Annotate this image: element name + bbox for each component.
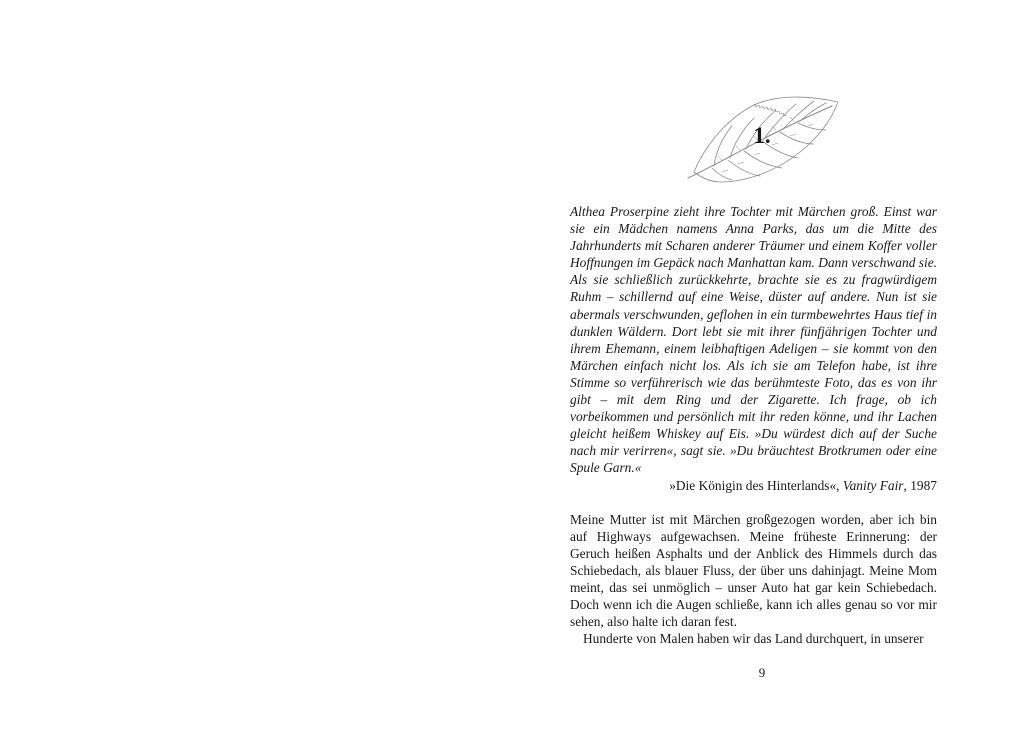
body-text: [570, 511, 937, 648]
epigraph-text: Althea Proserpine zieht ihre Tochter mit Märchen groß. Einst war sie ein Mädchen namens Anna Parks, das um die Mitte des Jahrhunderts mit Scharen anderer Träumer und einem Koffer voller Hoffnungen im Gepäck nach Manhattan kam. Dann verschwand sie. Als sie schließlich zurückkehrte, brachte sie es zu fragwürdigem Ruhm – schillernd auf eine Weise, düster auf andere. Nun ist sie abermals verschwunden, geflohen in ein turmbewehrtes Haus tief in dunklen Wäldern. Dort lebt sie mit ihrer fünfjährigen Tochter und ihrem Ehemann, einem leibhaftigen Adeligen – sie kommt von den Märchen einfach nicht los. Als ich sie am Telefon habe, ist ihre Stimme so verführerisch wie das berühmteste Foto, das es von ihr gibt – mit dem Ring und der Zigarette. Ich frage, ob ich vorbeikommen und persönlich mit ihr reden könne, und ihr Lachen gleicht heißem Whiskey auf Eis. »Du würdest dich auf der Suche nach mir verirren«, sagt sie. »Du bräuchtest Brotkrumen oder eine Spule Garn.«: [570, 204, 937, 476]
chapter-number: 1.: [753, 123, 771, 148]
chapter-text: [570, 203, 937, 647]
attribution-magazine: Vanity Fair: [842, 477, 904, 493]
attribution-source: »Die Königin des Hinterlands«,: [669, 477, 840, 493]
body-paragraph-1: Meine Mutter ist mit Märchen großgezogen worden, aber ich bin auf Highways aufgewachsen. Meine früheste Erinnerung: der Geruch heißen Asphalts und der Anblick des Himmels durch das Schiebedach, als blauer Fluss, der über uns dahinjagt. Meine Mom meint, das sei unmöglich – unser Auto hat gar kein Schiebedach. Doch wenn ich die Augen schließe, kann ich alles genau so vor mir sehen, also halte ich daran fest.: [570, 511, 937, 630]
right-page: [510, 0, 1020, 739]
attribution-year: , 1987: [903, 477, 937, 493]
epigraph-attribution: [570, 477, 937, 494]
page-number: 9: [758, 665, 766, 680]
body-paragraph-2: Hunderte von Malen haben wir das Land durchquert, in unserer: [583, 631, 924, 647]
